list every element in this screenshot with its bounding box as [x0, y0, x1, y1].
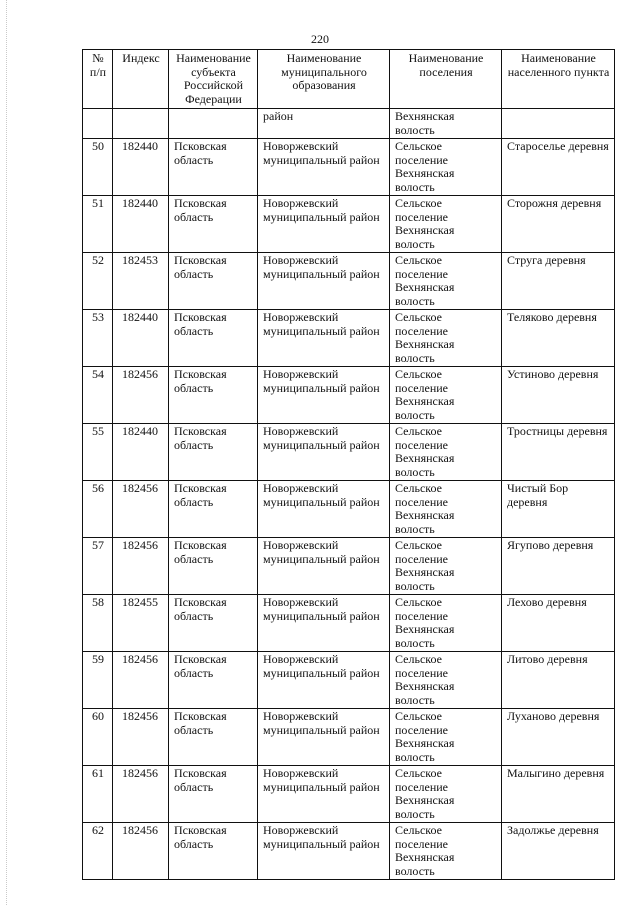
- cell-subject: Псковская область: [169, 823, 258, 880]
- cell-subject: Псковская область: [169, 538, 258, 595]
- cell-settlement: Сельское поселение Вехнянская волость: [390, 823, 502, 880]
- cell-index: 182456: [113, 367, 169, 424]
- table-row: [83, 709, 615, 766]
- cell-num: 59: [83, 652, 113, 709]
- cell-municipality: Новоржевский муниципальный район: [258, 595, 390, 652]
- cell-locality: Малыгино деревня: [502, 766, 615, 823]
- cell-locality: Задолжье деревня: [502, 823, 615, 880]
- cell-subject: Псковская область: [169, 595, 258, 652]
- table-row: [83, 367, 615, 424]
- cell-settlement: Сельское поселение Вехнянская волость: [390, 310, 502, 367]
- cell-settlement: Сельское поселение Вехнянская волость: [390, 139, 502, 196]
- table-row: [83, 652, 615, 709]
- table-container: [82, 49, 614, 878]
- header-locality: Наименование населенного пункта: [502, 50, 615, 109]
- cell-settlement: Сельское поселение Вехнянская волость: [390, 253, 502, 310]
- locality-table: [82, 49, 615, 880]
- cell-settlement: Сельское поселение Вехнянская волость: [390, 538, 502, 595]
- cell-locality: Устиново деревня: [502, 367, 615, 424]
- header-subject: Наименование субъекта Российской Федерации: [169, 50, 258, 109]
- cell-municipality: Новоржевский муниципальный район: [258, 253, 390, 310]
- cell-subject: Псковская область: [169, 424, 258, 481]
- cell-municipality: Новоржевский муниципальный район: [258, 481, 390, 538]
- cell-index: 182456: [113, 709, 169, 766]
- cell-locality: [502, 109, 615, 139]
- cell-locality: Теляково деревня: [502, 310, 615, 367]
- cell-num: 55: [83, 424, 113, 481]
- header-index: Индекс: [113, 50, 169, 109]
- table-row: [83, 538, 615, 595]
- cell-subject: Псковская область: [169, 253, 258, 310]
- cell-municipality: Новоржевский муниципальный район: [258, 766, 390, 823]
- continuation-row: [83, 109, 615, 139]
- cell-index: 182456: [113, 652, 169, 709]
- cell-index: 182456: [113, 766, 169, 823]
- cell-municipality: Новоржевский муниципальный район: [258, 310, 390, 367]
- table-row: [83, 823, 615, 880]
- header-settlement: Наименование поселения: [390, 50, 502, 109]
- cell-subject: Псковская область: [169, 367, 258, 424]
- cell-settlement: Вехнянская волость: [390, 109, 502, 139]
- table-row: [83, 766, 615, 823]
- cell-locality: Сторожня деревня: [502, 196, 615, 253]
- cell-municipality: Новоржевский муниципальный район: [258, 538, 390, 595]
- cell-locality: Лехово деревня: [502, 595, 615, 652]
- cell-num: 62: [83, 823, 113, 880]
- cell-municipality: Новоржевский муниципальный район: [258, 709, 390, 766]
- cell-settlement: Сельское поселение Вехнянская волость: [390, 709, 502, 766]
- cell-index: 182456: [113, 538, 169, 595]
- cell-municipality: Новоржевский муниципальный район: [258, 196, 390, 253]
- cell-locality: Литово деревня: [502, 652, 615, 709]
- cell-municipality: район: [258, 109, 390, 139]
- cell-locality: Луханово деревня: [502, 709, 615, 766]
- cell-subject: Псковская область: [169, 766, 258, 823]
- cell-num: 58: [83, 595, 113, 652]
- cell-num: 56: [83, 481, 113, 538]
- table-row: [83, 310, 615, 367]
- cell-num: [83, 109, 113, 139]
- scan-edge-line: [6, 0, 8, 905]
- cell-subject: Псковская область: [169, 481, 258, 538]
- cell-locality: Староселье деревня: [502, 139, 615, 196]
- cell-index: 182440: [113, 310, 169, 367]
- cell-municipality: Новоржевский муниципальный район: [258, 367, 390, 424]
- cell-index: 182440: [113, 139, 169, 196]
- cell-settlement: Сельское поселение Вехнянская волость: [390, 424, 502, 481]
- cell-num: 52: [83, 253, 113, 310]
- cell-index: 182440: [113, 196, 169, 253]
- table-row: [83, 481, 615, 538]
- cell-settlement: Сельское поселение Вехнянская волость: [390, 595, 502, 652]
- table-row: [83, 253, 615, 310]
- table-row: [83, 595, 615, 652]
- cell-subject: Псковская область: [169, 139, 258, 196]
- cell-index: 182455: [113, 595, 169, 652]
- cell-municipality: Новоржевский муниципальный район: [258, 823, 390, 880]
- cell-num: 61: [83, 766, 113, 823]
- cell-index: 182440: [113, 424, 169, 481]
- page-number: 220: [311, 32, 329, 46]
- table-row: [83, 139, 615, 196]
- cell-settlement: Сельское поселение Вехнянская волость: [390, 481, 502, 538]
- cell-index: 182456: [113, 481, 169, 538]
- cell-municipality: Новоржевский муниципальный район: [258, 652, 390, 709]
- header-num: № п/п: [83, 50, 113, 109]
- cell-settlement: Сельское поселение Вехнянская волость: [390, 766, 502, 823]
- cell-settlement: Сельское поселение Вехнянская волость: [390, 652, 502, 709]
- cell-index: 182456: [113, 823, 169, 880]
- cell-num: 57: [83, 538, 113, 595]
- header-municipality: Наименование муниципального образования: [258, 50, 390, 109]
- cell-locality: Струга деревня: [502, 253, 615, 310]
- cell-num: 51: [83, 196, 113, 253]
- cell-municipality: Новоржевский муниципальный район: [258, 139, 390, 196]
- cell-settlement: Сельское поселение Вехнянская волость: [390, 196, 502, 253]
- cell-index: 182453: [113, 253, 169, 310]
- cell-subject: [169, 109, 258, 139]
- header-row: [83, 50, 615, 109]
- cell-subject: Псковская область: [169, 196, 258, 253]
- cell-locality: Ягупово деревня: [502, 538, 615, 595]
- cell-municipality: Новоржевский муниципальный район: [258, 424, 390, 481]
- table-row: [83, 424, 615, 481]
- cell-settlement: Сельское поселение Вехнянская волость: [390, 367, 502, 424]
- cell-num: 53: [83, 310, 113, 367]
- table-row: [83, 196, 615, 253]
- cell-num: 50: [83, 139, 113, 196]
- cell-locality: Чистый Бор деревня: [502, 481, 615, 538]
- cell-subject: Псковская область: [169, 652, 258, 709]
- cell-num: 60: [83, 709, 113, 766]
- cell-subject: Псковская область: [169, 709, 258, 766]
- cell-index: [113, 109, 169, 139]
- cell-num: 54: [83, 367, 113, 424]
- cell-locality: Тростницы деревня: [502, 424, 615, 481]
- cell-subject: Псковская область: [169, 310, 258, 367]
